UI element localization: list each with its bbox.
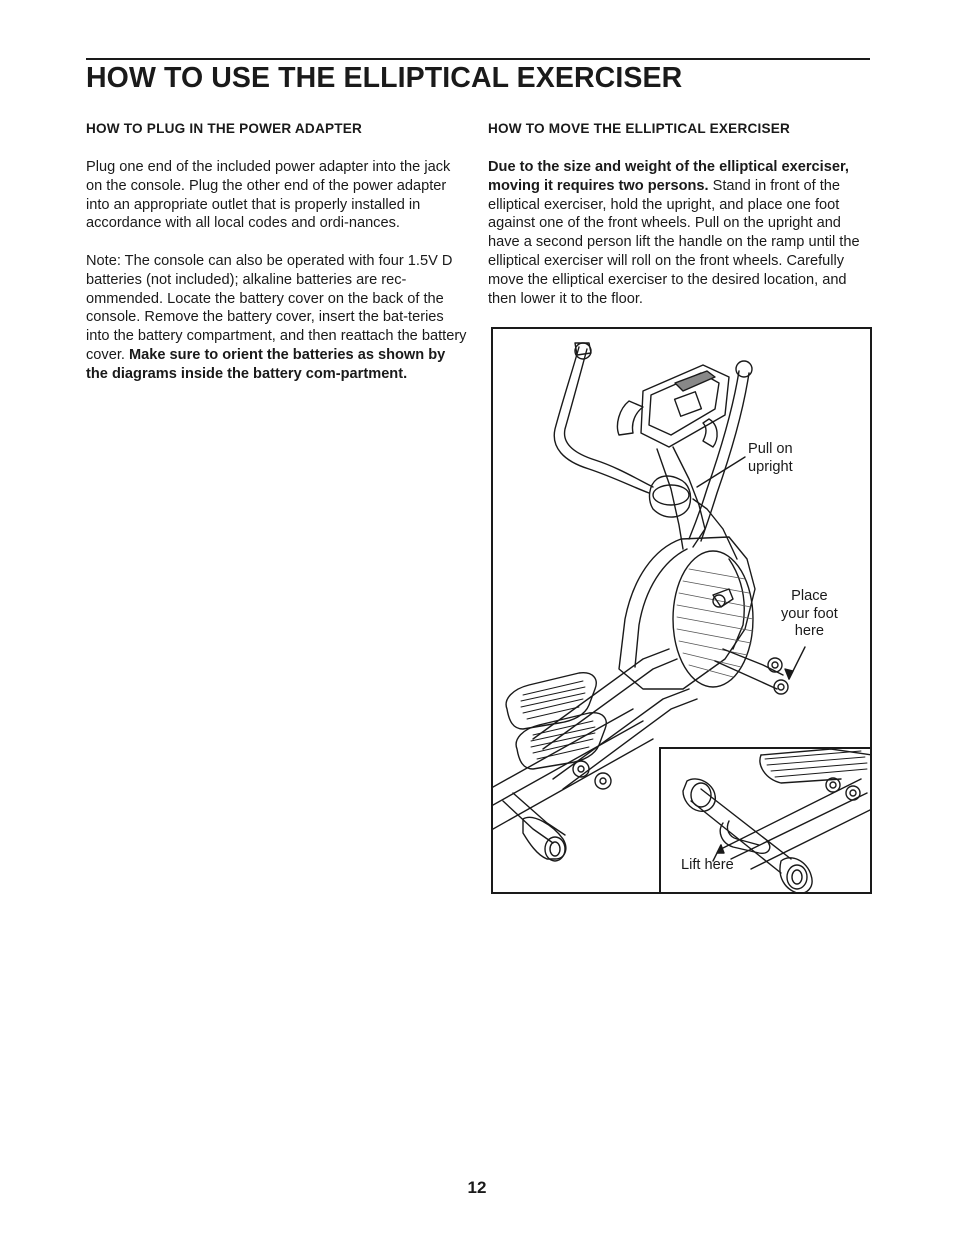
callout-pull-line-2: upright	[748, 458, 793, 475]
right-column	[488, 120, 870, 327]
elliptical-moving-illustration	[491, 327, 872, 894]
callout-place-line-2: your foot	[781, 605, 838, 622]
callout-pull-on-upright	[748, 441, 793, 476]
callout-place-line-3: here	[794, 623, 824, 639]
battery-note-paragraph	[86, 252, 468, 384]
power-adapter-paragraph: Plug one end of the included power adapter into the jack on the console. Plug the other end of the power adapter into an appropriate outlet that is properly installed in accordance with all local codes and ordi-nances.	[86, 159, 451, 232]
section-heading-power-adapter: HOW TO PLUG IN THE POWER ADAPTER	[86, 121, 363, 136]
callout-place-line-1: Place	[791, 588, 828, 604]
section-heading-move-exerciser: HOW TO MOVE THE ELLIPTICAL EXERCISER	[488, 121, 791, 136]
page-number: 12	[467, 1178, 487, 1197]
move-exerciser-paragraph	[488, 158, 870, 308]
callout-lift-here: Lift here	[681, 857, 734, 873]
page-title: HOW TO USE THE ELLIPTICAL EXERCISER	[86, 62, 683, 94]
left-column	[86, 120, 468, 402]
battery-note-warning: Make sure to orient the batteries as shown by the diagrams inside the battery com-partment.	[86, 346, 446, 382]
callout-pull-line-1: Pull on	[748, 441, 793, 457]
move-instructions: Stand in front of the elliptical exerciser, hold the upright, and place one foot against one of the front wheels. Pull on the upright and have a second person lift the handle on the ramp until the elliptical exerciser will roll on the front wheels. Carefully move the elliptical exerciser to the desired location, and then lower it to the floor.	[488, 177, 860, 307]
title-rule	[86, 58, 870, 60]
move-warning: Due to the size and weight of the elliptical exerciser, moving it requires two persons.	[488, 159, 849, 194]
callout-place-foot	[781, 588, 838, 641]
battery-note-text: Note: The console can also be operated with four 1.5V D batteries (not included); alkaline batteries are rec-ommended. Locate the battery cover on the back of the console. Remove the battery cover, insert the bat-teries into the battery compartment, and then reattach the battery cover.	[86, 252, 467, 363]
